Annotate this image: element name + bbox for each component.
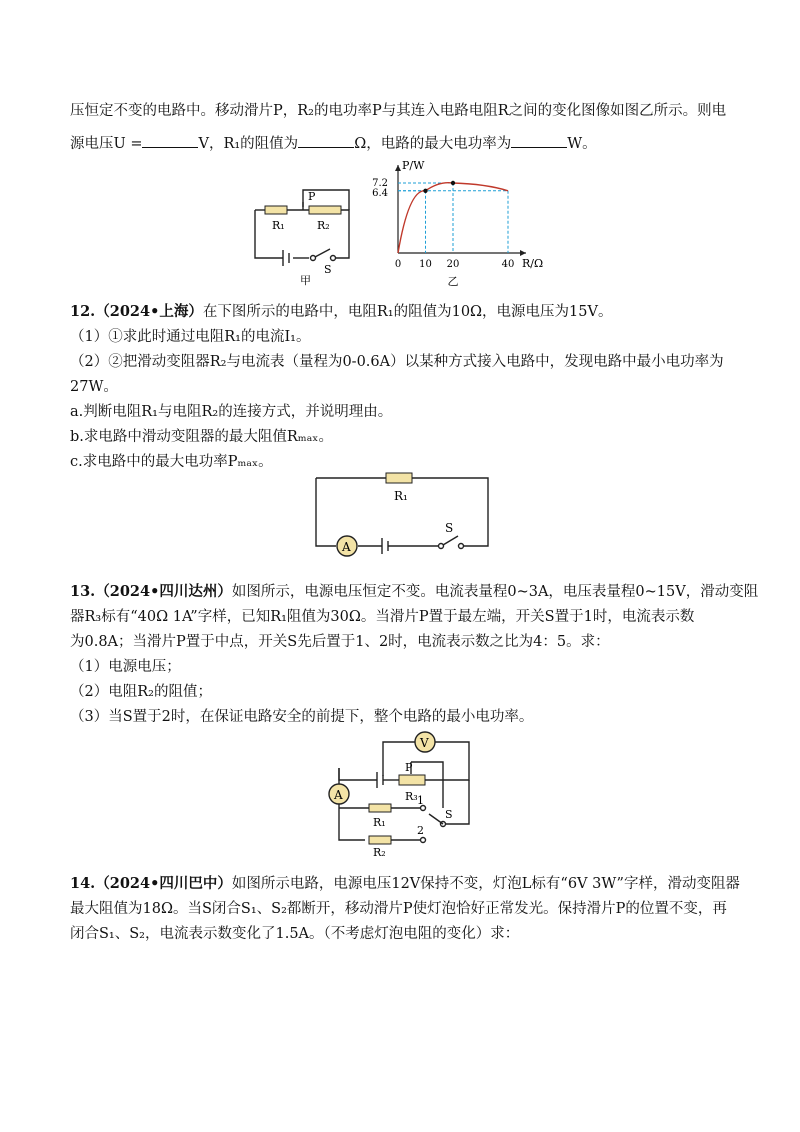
resistor-r2 [309, 206, 341, 214]
resistor-r1 [386, 473, 412, 483]
q12-line-5: a.判断电阻R₁与电阻R₂的连接方式，并说明理由。 [70, 404, 393, 420]
resistor-r3 [399, 775, 425, 785]
resistor-r2 [369, 836, 391, 844]
answer-blank-power[interactable] [511, 133, 567, 148]
q14-line-3: 闭合S₁、S₂，电流表示数变化了1.5A。（不考虑灯泡电阻的变化）求： [70, 926, 520, 942]
q12-line-2: （1）①求此时通过电阻R₁的电流I₁。 [70, 329, 311, 345]
x-tick-0: 0 [394, 259, 402, 270]
q13-line-5: （2）电阻R₂的阻值； [70, 684, 212, 700]
label-s: S [445, 808, 453, 821]
q14-number: 14. [70, 875, 96, 892]
label-r1: R₁ [394, 489, 408, 503]
y-axis-arrow [395, 165, 401, 171]
terminal-2: 2 [417, 824, 424, 837]
label-s: S [324, 263, 332, 276]
y-tick-7.2: 7.2 [372, 178, 388, 189]
ammeter-label: A [334, 788, 343, 802]
q12-number: 12. [70, 303, 96, 320]
q14-stem: 如图所示电路，电源电压12V保持不变，灯泡L标有“6V 3W”字样，滑动变阻器 [231, 876, 740, 892]
q13-line-4: （1）电源电压； [70, 659, 181, 675]
intro-line-1: 压恒定不变的电路中。移动滑片P，R₂的电功率P与其连入电路电阻R之间的变化图像如图乙所示。则电 [70, 103, 727, 119]
q14-line-2: 最大阻值为18Ω。当S闭合S₁、S₂都断开，移动滑片P使灯泡恰好正常发光。保持滑片P的位置不变，再 [70, 901, 727, 917]
x-axis-label: R/Ω [522, 257, 544, 270]
ammeter-label: A [342, 540, 351, 554]
q13-source: （2024•四川达州） [95, 583, 232, 600]
intro-line-2 [70, 132, 597, 153]
label-p: P [405, 761, 413, 774]
q13-line-6: （3）当S置于2时，在保证电路安全的前提下，整个电路的最小电功率。 [70, 709, 534, 725]
circuit-figure-jia [245, 180, 365, 285]
intro-text-a: 源电压U = [70, 136, 143, 152]
q12-line-7: c.求电路中的最大电功率Pₘₐₓ。 [70, 454, 273, 470]
x-axis-arrow [520, 250, 526, 256]
label-r3: R₃ [405, 790, 418, 803]
label-p: P [308, 190, 316, 203]
q12-stem: 在下图所示的电路中，电阻R₁的阻值为10Ω，电源电压为15V。 [202, 304, 613, 320]
data-point-1 [451, 181, 455, 185]
circuit-figure-q12 [310, 470, 495, 558]
q14-source: （2024•四川巴中） [95, 875, 232, 892]
q12-source: （2024•上海） [95, 303, 203, 320]
q13-line-2: 器R₃标有“40Ω 1A”字样，已知R₁阻值为30Ω。当滑片P置于最左端，开关S置于1时，电流表示数 [70, 609, 695, 625]
q14-line-1 [70, 872, 740, 893]
q13-line-1 [70, 580, 758, 601]
answer-blank-r1[interactable] [298, 133, 354, 148]
power-resistance-chart [372, 155, 563, 288]
resistor-r1 [265, 206, 287, 214]
caption-yi: 乙 [447, 275, 459, 288]
terminal-1: 1 [417, 794, 424, 807]
x-tick-10: 10 [419, 259, 432, 270]
circuit-figure-q13 [325, 728, 475, 858]
data-point-0 [423, 189, 427, 193]
q13-number: 13. [70, 583, 96, 600]
y-tick-6.4: 6.4 [372, 187, 388, 199]
intro-text-d: W。 [567, 136, 597, 152]
q12-line-1 [70, 300, 612, 321]
x-tick-20: 20 [446, 259, 460, 270]
intro-text-b: V，R₁的阻值为 [198, 136, 299, 152]
q12-line-4: 27W。 [70, 379, 118, 395]
voltmeter-label: V [420, 736, 429, 750]
q13-line-3: 为0.8A；当滑片P置于中点，开关S先后置于1、2时，电流表示数之比为4：5。求： [70, 634, 610, 650]
q13-stem: 如图所示，电源电压恒定不变。电流表量程0~3A，电压表量程0~15V，滑动变阻 [231, 584, 759, 600]
label-r2: R₂ [317, 219, 330, 232]
answer-blank-voltage[interactable] [142, 133, 198, 148]
x-tick-40: 40 [501, 259, 515, 270]
q12-line-6: b.求电路中滑动变阻器的最大阻值Rₘₐₓ。 [70, 429, 333, 445]
label-r1: R₁ [272, 219, 285, 232]
caption-jia: 甲 [300, 274, 311, 287]
intro-text-c: Ω，电路的最大电功率为 [354, 136, 512, 152]
q12-line-3: （2）②把滑动变阻器R₂与电流表（量程为0-0.6A）以某种方式接入电路中，发现电路中最小电功率为 [70, 354, 724, 370]
resistor-r1 [369, 804, 391, 812]
y-axis-label: P/W [402, 159, 425, 172]
label-r1: R₁ [373, 816, 386, 829]
label-r2: R₂ [373, 846, 386, 859]
label-s: S [445, 521, 454, 535]
